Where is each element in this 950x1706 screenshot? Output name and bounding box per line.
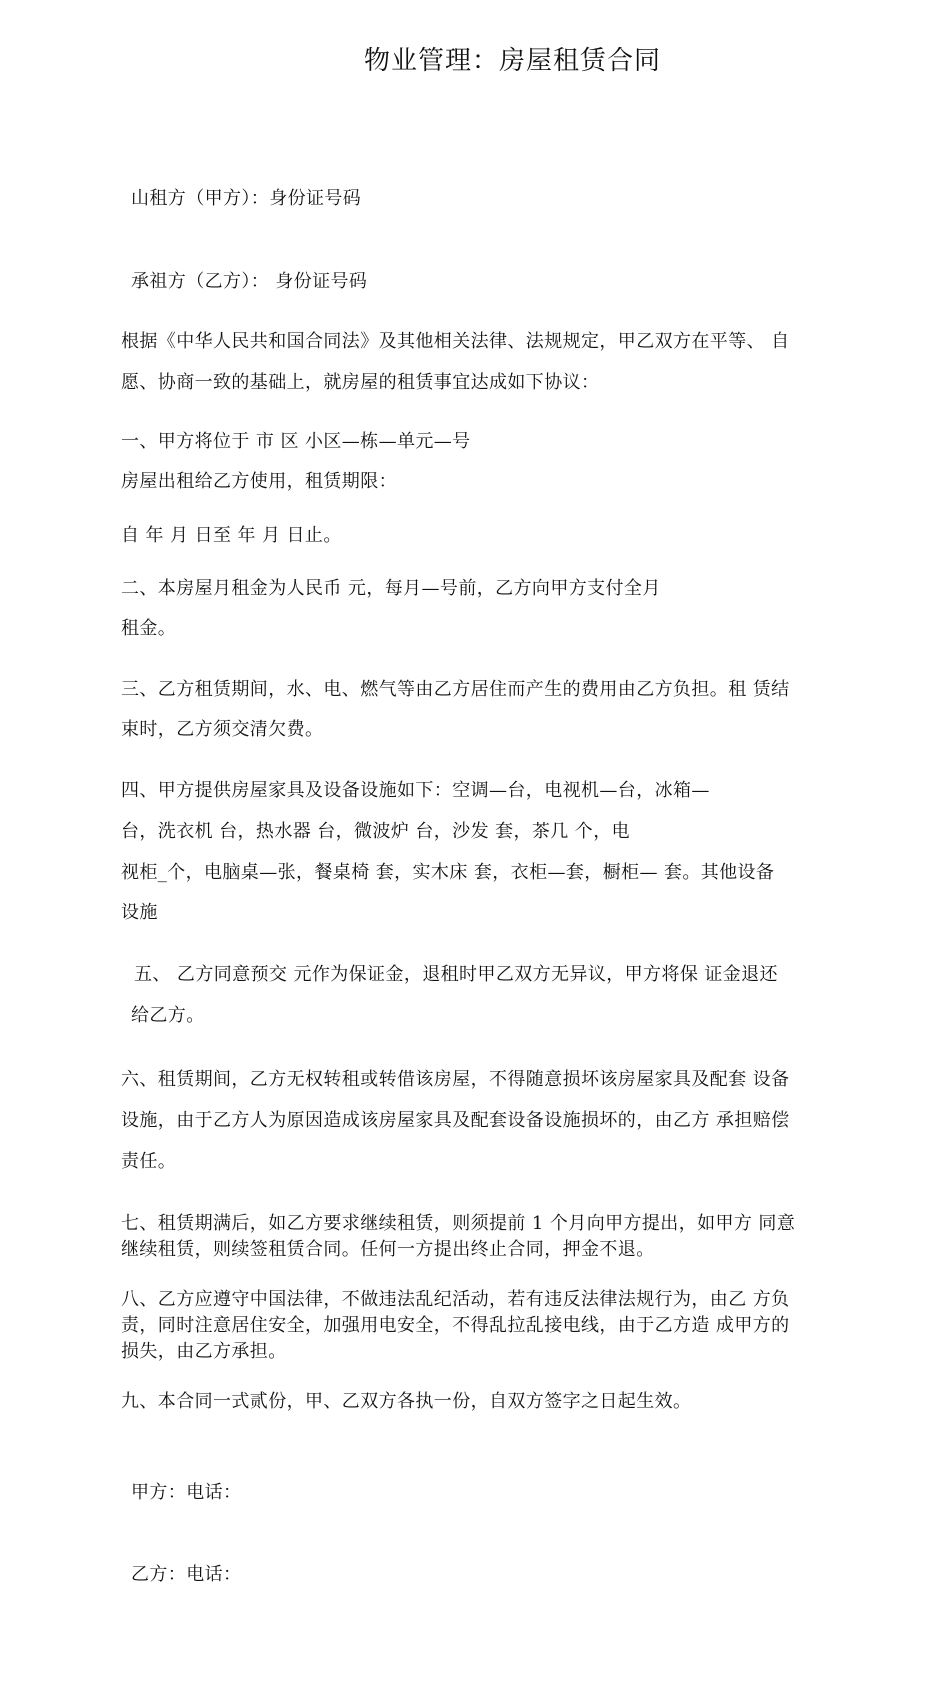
clause-line: 八、乙方应遵守中国法律，不做违法乱纪活动，若有违反法律法规行为，由乙 方负 [121,1289,790,1310]
clause-line: 三、乙方租赁期间，水、电、燃气等由乙方居住而产生的费用由乙方负担。租 赁结 [121,679,790,700]
clause-line: 租金。 [121,618,177,639]
clause-line: 视柜_个，电脑桌—张，餐桌椅 套，实木床 套，衣柜—套，橱柜— 套。其他设备 [121,862,775,883]
clause-line: 七、租赁期满后，如乙方要求继续租赁，则须提前 1 个月向甲方提出，如甲方 同意 [121,1213,796,1234]
clause-line: 设施，由于乙方人为原因造成该房屋家具及配套设备设施损坏的，由乙方 承担赔偿 [121,1110,790,1131]
clause-line: 四、甲方提供房屋家具及设备设施如下：空调—台，电视机—台，冰箱— [121,780,710,801]
clause-line: 给乙方。 [131,1005,205,1026]
preamble-line: 根据《中华人民共和国合同法》及其他相关法律、法规规定，甲乙双方在平等、 自 [121,331,790,352]
lessor-line: 山租方（甲方）：身份证号码 [131,188,362,209]
clause-line: 六、租赁期间，乙方无权转租或转借该房屋，不得随意损坏该房屋家具及配套 设备 [121,1069,790,1090]
lessee-line: 承祖方（乙方）： 身份证号码 [131,271,368,292]
clause-line: 台，洗衣机 台，热水器 台，微波炉 台，沙发 套，茶几 个，电 [121,821,631,842]
clause-line: 九、本合同一式贰份，甲、乙双方各执一份，自双方签字之日起生效。 [121,1391,692,1412]
clause-line: 一、甲方将位于 市 区 小区—栋—单元—号 [121,431,471,452]
clause-line: 损失，由乙方承担。 [121,1341,287,1362]
preamble-line: 愿、协商一致的基础上，就房屋的租赁事宜达成如下协议： [121,372,600,393]
clause-line: 责任。 [121,1151,177,1172]
clause-line: 二、本房屋月租金为人民币 元，每月—号前，乙方向甲方支付全月 [121,578,661,599]
clause-line: 责，同时注意居住安全，加强用电安全，不得乱拉乱接电线，由于乙方造 成甲方的 [121,1315,790,1336]
clause-line: 五、 乙方同意预交 元作为保证金，退租时甲乙双方无异议，甲方将保 证金退还 [134,964,778,985]
document-title: 物业管理：房屋租赁合同 [363,46,661,76]
party-b-signature: 乙方：电话： [131,1564,242,1585]
clause-line: 房屋出租给乙方使用，租赁期限： [121,471,397,492]
clause-line: 束时，乙方须交清欠费。 [121,719,324,740]
clause-line: 继续租赁，则续签租赁合同。任何一方提出终止合同，押金不退。 [121,1239,655,1260]
party-a-signature: 甲方：电话： [131,1482,242,1503]
clause-line: 设施 [121,902,158,923]
clause-line: 自 年 月 日至 年 月 日止。 [121,525,342,546]
